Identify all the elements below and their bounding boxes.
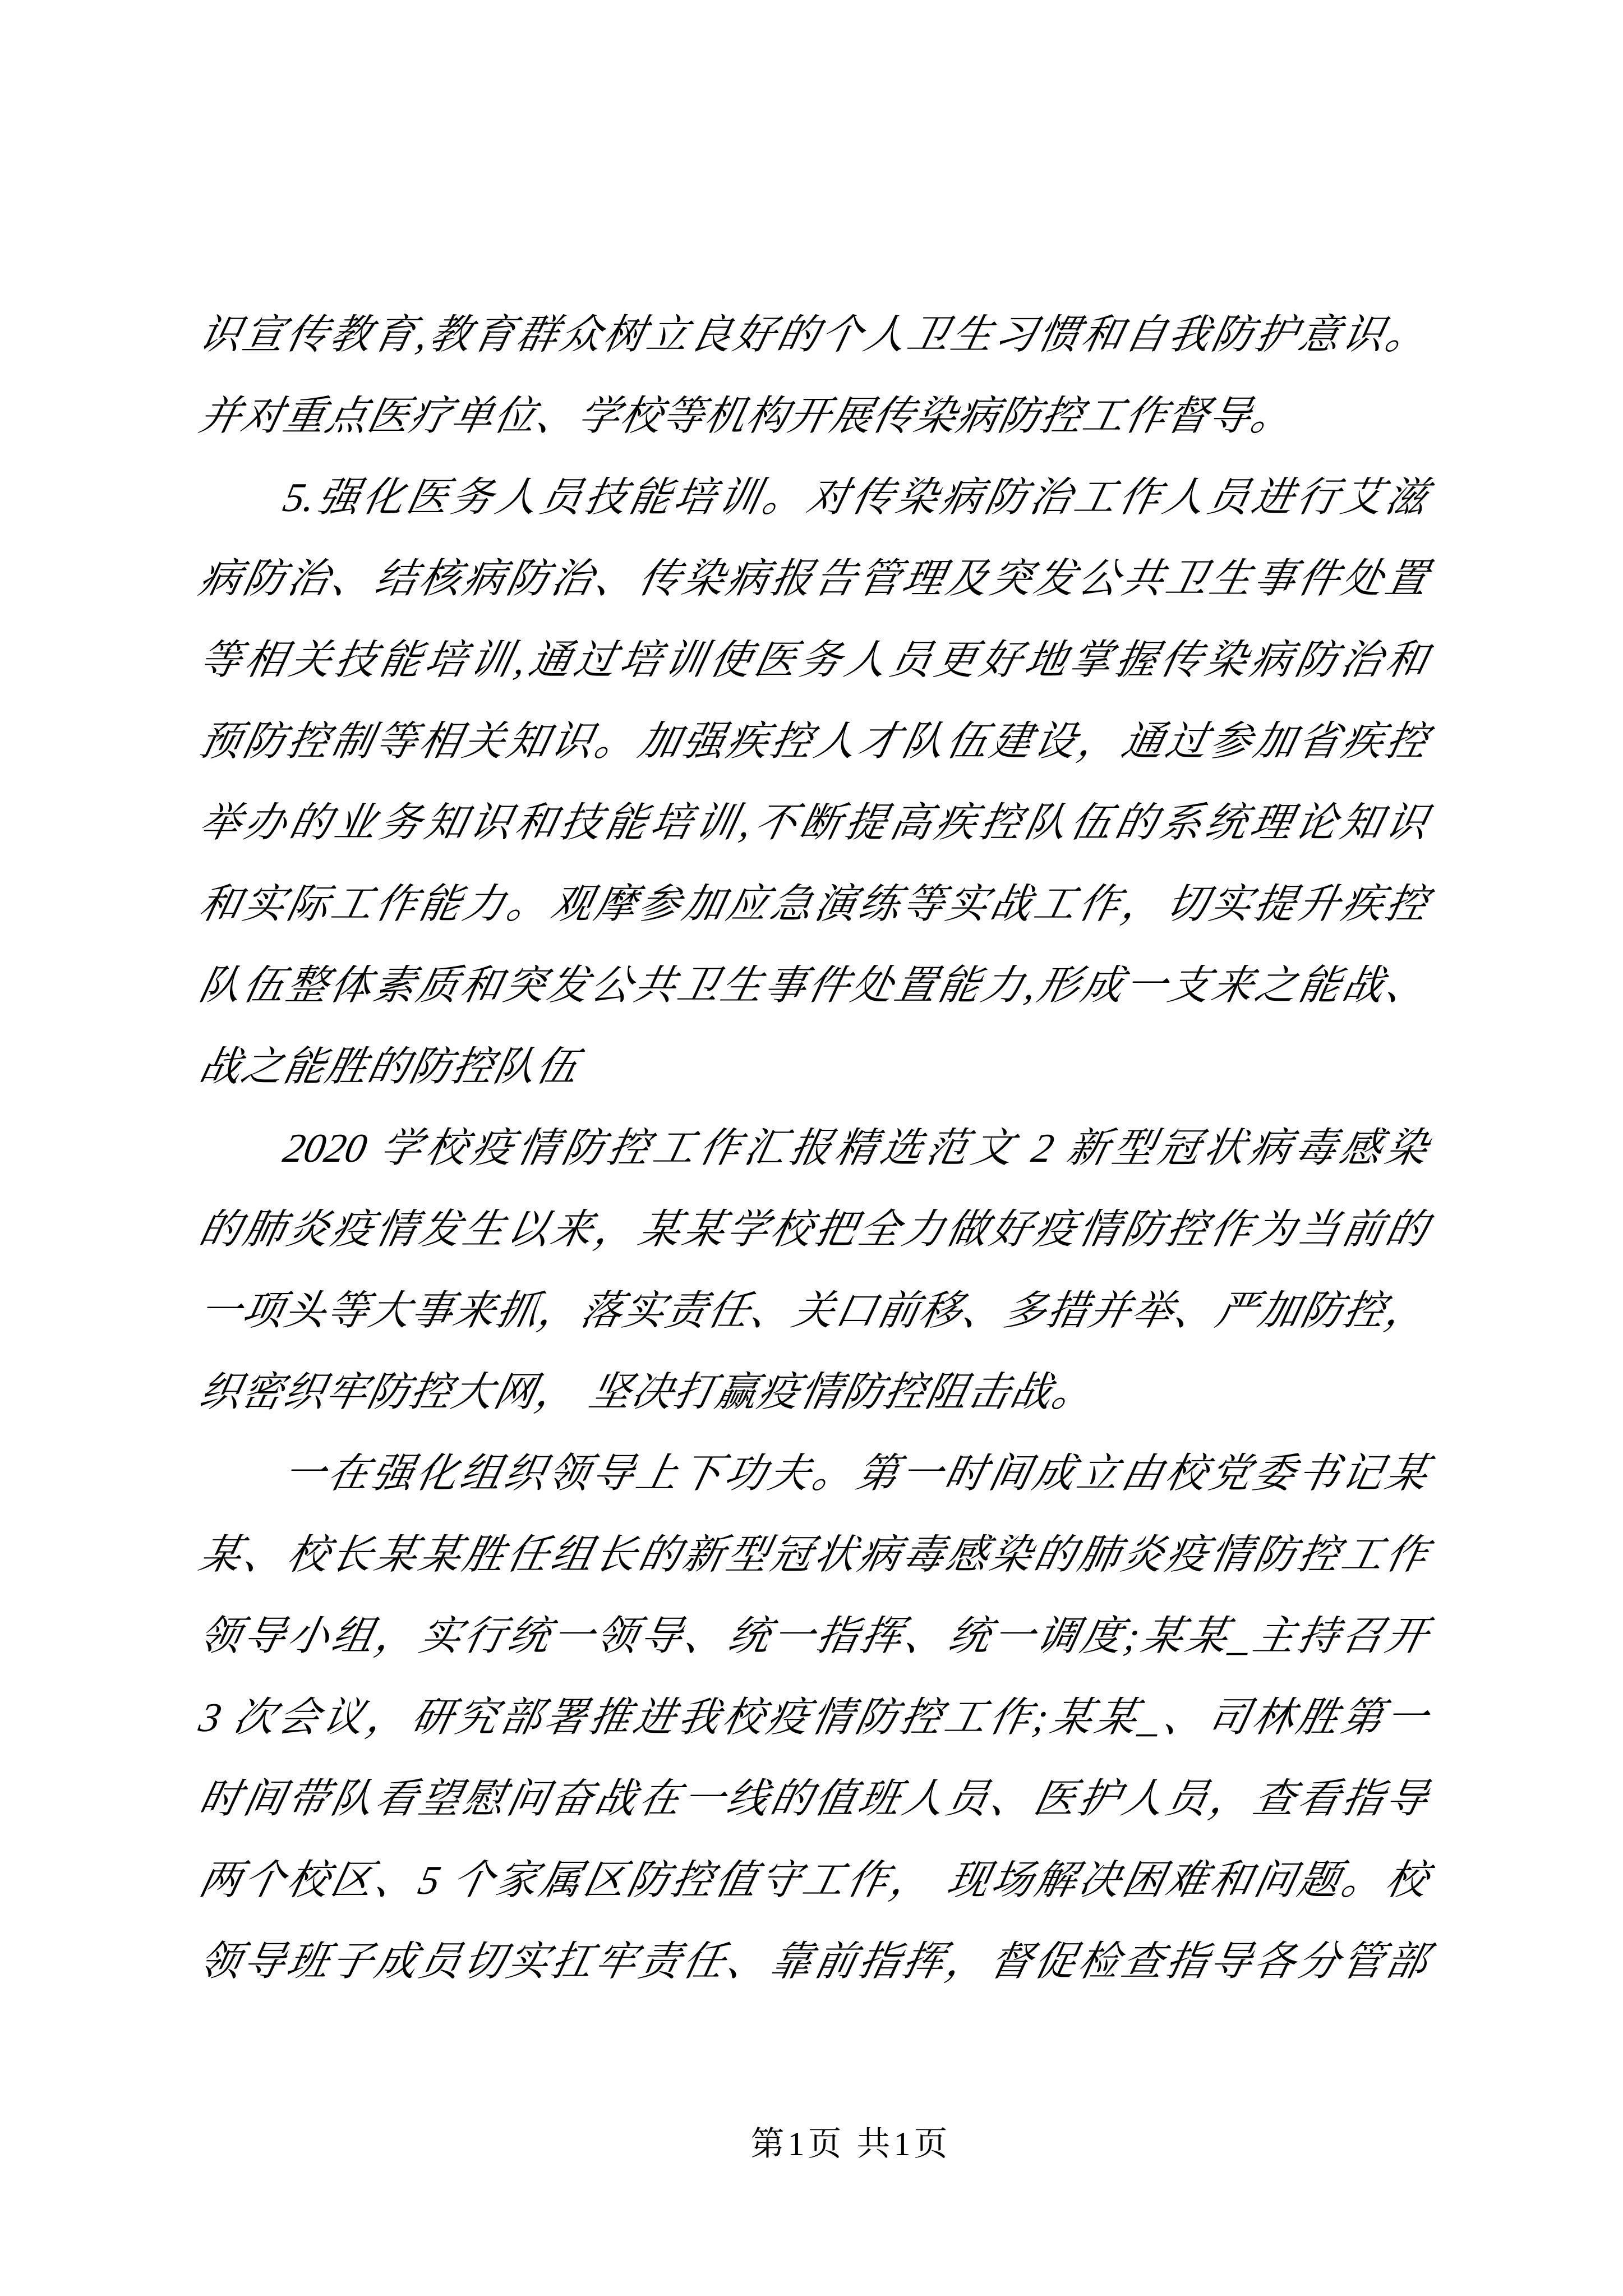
text-line: 织密织牢防控大网， 坚决打赢疫情防控阻击战。 [195,1369,1100,1415]
text-line: 一在强化组织领导上下功夫。第一时间成立由校党委书记某 [279,1451,1432,1496]
text-line: 3 次会议，研究部署推进我校疫情防控工作;某某_、司林胜第一 [195,1695,1432,1740]
document-body [195,294,1432,2002]
text-line: 2020 学校疫情防控工作汇报精选范文 2 新型冠状病毒感染 [279,1125,1432,1171]
text-line: 领导班子成员切实扛牢责任、靠前指挥，督促检查指导各分管部 [195,1939,1432,1984]
text-line: 的肺炎疫情发生以来，某某学校把全力做好疫情防控作为当前的 [195,1207,1432,1252]
text-line: 战之能胜的防控队伍 [195,1044,584,1089]
text-line: 队伍整体素质和突发公共卫生事件处置能力,形成一支来之能战、 [195,963,1432,1008]
page-footer: 第1页 共1页 [750,2125,951,2162]
text-line: 两个校区、5 个家属区防控值守工作， 现场解决困难和问题。校 [195,1857,1432,1903]
text-line: 等相关技能培训,通过培训使医务人员更好地掌握传染病防治和 [195,637,1432,683]
text-line: 5.强化医务人员技能培训。对传染病防治工作人员进行艾滋 [279,475,1432,520]
text-line: 某、校长某某胜任组长的新型冠状病毒感染的肺炎疫情防控工作 [195,1532,1432,1577]
text-line: 识宣传教育,教育群众树立良好的个人卫生习惯和自我防护意识。 [195,312,1432,357]
text-line: 并对重点医疗单位、学校等机构开展传染病防控工作督导。 [195,393,1299,439]
text-line: 领导小组，实行统一领导、统一指挥、统一调度;某某_主持召开 [195,1613,1432,1659]
text-line: 时间带队看望慰问奋战在一线的值班人员、医护人员，查看指导 [195,1776,1432,1821]
text-line: 病防治、结核病防治、传染病报告管理及突发公共卫生事件处置 [195,556,1432,601]
text-line: 和实际工作能力。观摩参加应急演练等实战工作，切实提升疾控 [195,881,1432,927]
text-line: 预防控制等相关知识。加强疾控人才队伍建设，通过参加省疾控 [195,719,1432,764]
text-line: 举办的业务知识和技能培训,不断提高疾控队伍的系统理论知识 [195,800,1432,845]
text-line: 一项头等大事来抓，落实责任、关口前移、多措并举、严加防控， [195,1288,1432,1333]
